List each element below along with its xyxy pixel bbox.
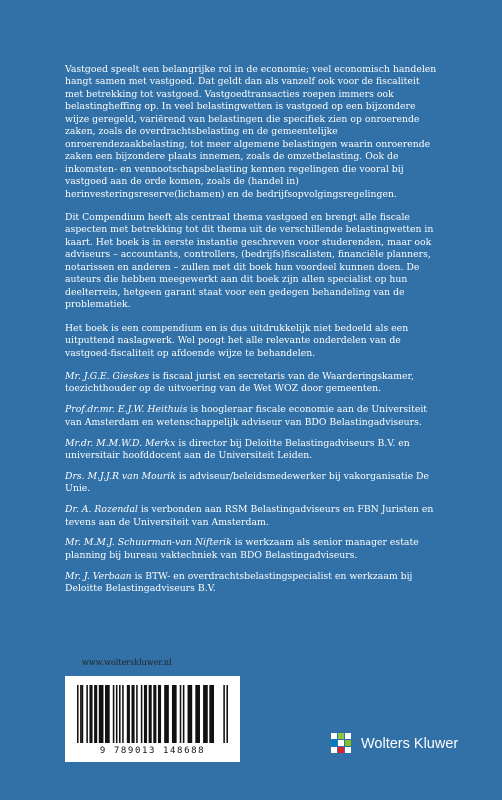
author-name: Dr. A. Rozendal bbox=[65, 504, 138, 516]
author-name: Drs. M.J.J.R van Mourik bbox=[65, 470, 176, 482]
website-url: www.wolterskluwer.nl bbox=[82, 658, 172, 667]
author-bio bbox=[65, 504, 437, 529]
wolters-kluwer-logo bbox=[331, 733, 501, 757]
author-name: Prof.dr.mr. E.J.W. Heithuis bbox=[65, 404, 188, 416]
barcode-number: 9 789013 148688 bbox=[99, 746, 206, 756]
author-bio bbox=[65, 571, 437, 596]
author-name: Mr.dr. M.M.W.D. Merkx bbox=[65, 437, 176, 449]
publisher-name: Wolters Kluwer bbox=[361, 736, 459, 752]
author-bio bbox=[65, 537, 437, 562]
author-description: is verbonden aan RSM Belastingadviseurs en FBN Juristen en tevens aan de Universiteit van Amsterdam. bbox=[65, 504, 434, 528]
barcode-bars bbox=[77, 685, 228, 743]
author-description: is adviseur/beleidsmedewerker bij vakorganisatie De Unie. bbox=[65, 470, 429, 495]
author-description: is hoogleraar fiscale economie aan de Universiteit van Amsterdam en wetenschappelijk adviseur van BDO Belastingadviseurs. bbox=[65, 404, 428, 428]
author-name: Mr. J. Verbaan bbox=[65, 570, 132, 582]
wolters-kluwer-logo-icon bbox=[331, 733, 355, 757]
compendium-paragraph: Dit Compendium heeft als centraal thema vastgoed en brengt alle fiscale aspecten met betrekking tot dit thema uit de verschillende belastingwetten in kaart. Het boek is in eerste instantie geschreven voor studerenden, maar ook adviseurs – accountants, controllers, (bedrijfs)fiscalisten, financiële planners, notarissen en anderen – zullen met dit boek hun voordeel kunnen doen. De auteurs die hebben meegewerkt aan dit boek zijn allen specialist op hun deelterrein, hetgeen garant staat voor een gedegen behandeling van de problematiek. bbox=[65, 211, 434, 311]
author-bio bbox=[65, 471, 437, 496]
intro-paragraph: Vastgoed speelt een belangrijke rol in de economie; veel economisch handelen hangt samen met vastgoed. Dat geldt dan als vanzelf ook voor de fiscaliteit met betrekking tot vastgoed. Vastgoedtransacties roepen immers ook belastingheffing op. In veel belastingwetten is vastgoed op een bijzondere wijze geregeld, variërend van belastingen die specifiek zien op onroerende zaken, zoals de overdrachtsbelasting en de gemeentelijke onroerendezaakbelasting, tot meer algemene belastingen waarin onroerende zaken een bijzondere plaats innemen, zoals de omzetbelasting. Ook de inkomsten- en vennootschapsbelasting kennen regelingen die vooral bij vastgoed aan de orde komen, zoals de (handel in) herinvesteringsreserve(lichamen) en de bedrijfsopvolgingsregelingen. bbox=[65, 64, 437, 200]
author-bio bbox=[65, 438, 437, 463]
author-bio bbox=[65, 371, 437, 396]
author-name: Mr. J.G.E. Gieskes bbox=[65, 370, 150, 382]
author-description: is fiscaal jurist en secretaris van de Waarderingskamer, toezichthouder op de uitvoering van de Wet WOZ door gemeenten. bbox=[65, 370, 414, 395]
barcode bbox=[65, 676, 240, 762]
author-bio bbox=[65, 404, 437, 429]
scope-paragraph: Het boek is een compendium en is dus uitdrukkelijk niet bedoeld als een uitputtend naslagwerk. Wel poogt het alle relevante onderdelen van de vastgoed-fiscaliteit op afdoende wijze te behandelen. bbox=[65, 322, 409, 359]
author-description: is BTW- en overdrachtsbelastingspecialist en werkzaam bij Deloitte Belastingadviseurs B.V. bbox=[65, 570, 413, 595]
author-description: is werkzaam als senior manager estate planning bij bureau vaktechniek van BDO Belastingadviseurs. bbox=[65, 537, 419, 561]
author-name: Mr. M.M.J. Schuurman-van Nifterik bbox=[65, 537, 232, 549]
author-description: is director bij Deloitte Belastingadviseurs B.V. en universitair hoofddocent aan de Universiteit Leiden. bbox=[65, 437, 410, 462]
back-cover-text bbox=[65, 64, 437, 604]
